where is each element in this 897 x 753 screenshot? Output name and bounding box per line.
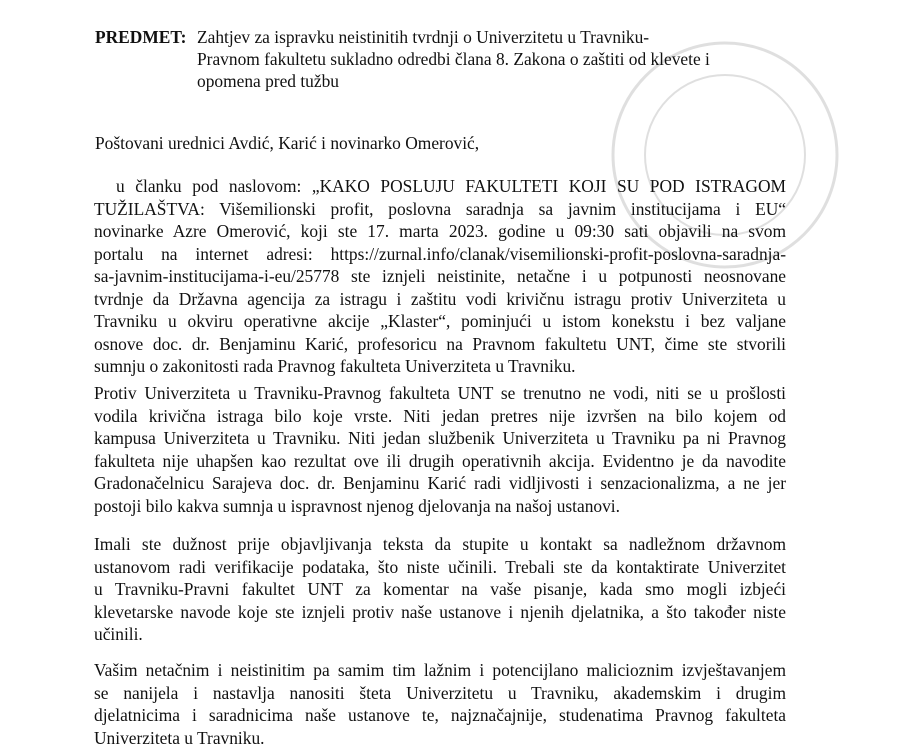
paragraph-1 [94, 175, 786, 378]
paragraph-line: Protiv Univerziteta u Travniku-Pravnog fakulteta UNT se trenutno ne vodi, niti se u prošlosti [94, 383, 786, 403]
paragraph-line: Imali ste dužnost prije objavljivanja teksta da stupite u kontakt sa nadležnom državnom [94, 534, 786, 554]
paragraph-line: sumnju o zakonitosti rada Pravnog fakulteta Univerziteta u Travniku. [94, 356, 576, 376]
paragraph-line: osnove doc. dr. Benjaminu Karić, profesoricu na Pravnom fakultetu UNT, čime ste stvorili [94, 333, 786, 354]
paragraph-line: Univerziteta u Travniku. [94, 727, 265, 748]
paragraph-line: novinarke Azre Omerović, koji ste 17. marta 2023. godine u 09:30 sati objavili na svom [94, 221, 786, 241]
subject-label: PREDMET: [95, 27, 187, 47]
paragraph-line: portalu na internet adresi: https://zurnal.info/clanak/visemilionski-profit-poslovna-saradnja- [94, 243, 786, 264]
paragraph-line: sa-javnim-institucijama-i-eu/25778 ste iznjeli neistinite, netačne i u potpunosti neosnovane [94, 266, 786, 286]
paragraph-line: Travniku u okviru operativne akcije „Klaster“, pominjući u istom konekstu i bez valjane [94, 311, 786, 331]
paragraph-line: učinili. [94, 624, 143, 644]
paragraph-line: klevetarske navode koje ste iznjeli protiv naše ustanove i njenih djelatnika, a što također niste [94, 601, 786, 622]
paragraph-line: se nanijela i nastavlja nanositi šteta Univerzitetu u Travniku, akademskim i drugim [94, 682, 786, 703]
paragraph-3 [94, 533, 786, 646]
paragraph-2 [94, 382, 786, 517]
subject-text [197, 26, 815, 92]
subject-line: Pravnom fakultetu sukladno odredbi člana 8. Zakona o zaštiti od klevete i [197, 49, 710, 69]
paragraph-line: u članku pod naslovom: „KAKO POSLUJU FAKULTETI KOJI SU POD ISTRAGOM [116, 176, 786, 196]
paragraph-line: Vašim netačnim i neistinitim pa samim tim lažnim i potencijlano malicioznim izvještavanjem [94, 660, 786, 680]
paragraph-line: TUŽILAŠTVA: Višemilionski profit, poslovna saradnja sa javnim institucijama i EU“ [94, 198, 786, 219]
paragraph-line: u Travniku-Pravni fakultet UNT za komentar na vaše pisanje, kada smo mogli izbjeći [94, 579, 786, 599]
paragraph-line: kampusa Univerziteta u Travniku. Niti jedan službenik Univerziteta u Travniku pa ni Pravnog [94, 428, 786, 448]
salutation: Poštovani urednici Avdić, Karić i novinarko Omerović, [95, 133, 480, 153]
subject-line: Zahtjev za ispravku neistinitih tvrdnji o Univerzitetu u Travniku- [197, 27, 650, 47]
paragraph-line: djelatnicima i saradnicima naše ustanove te, najznačajnije, studenatima Pravnog fakulteta [94, 705, 786, 725]
paragraph-line: fakulteta nije uhapšen kao rezultat ove ili drugih operativnih akcija. Evidentno je da navodite [94, 450, 786, 471]
paragraph-line: ustanovom radi verifikacije podataka, što niste učinili. Trebali ste da kontaktirate Univerzitet [94, 556, 786, 577]
subject-line: opomena pred tužbu [197, 71, 339, 91]
paragraph-line: postoji bilo kakva sumnja u ispravnost njenog djelovanja na našoj ustanovi. [94, 495, 620, 516]
paragraph-line: Gradonačelnicu Sarajeva doc. dr. Benjaminu Karić radi vidljivosti i senzacionalizma, a ne jer [94, 473, 786, 493]
paragraph-line: vodila krivična istraga bilo koje vrste. Niti jedan pretres nije izvršen na bilo kojem od [94, 405, 786, 426]
subject-block [95, 26, 815, 92]
paragraph-line: tvrdnje da Državna agencija za istragu i zaštitu vodi krivičnu istragu protiv Univerziteta u [94, 288, 786, 309]
paragraph-4 [94, 659, 786, 749]
